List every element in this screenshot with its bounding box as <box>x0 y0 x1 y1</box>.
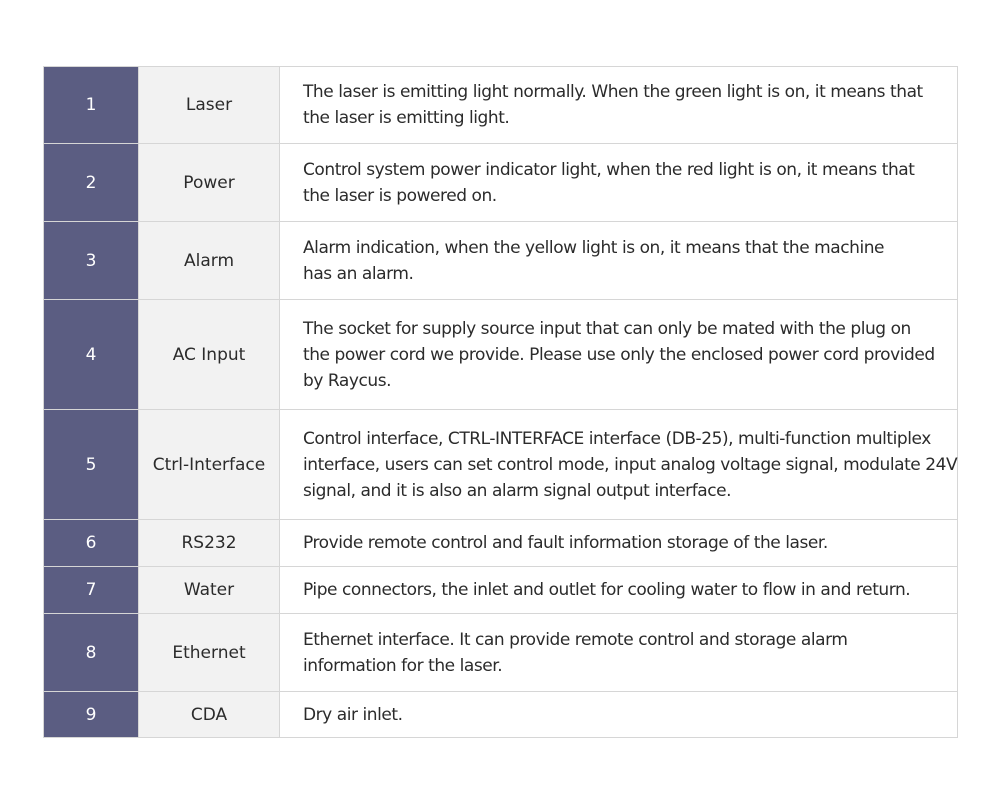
description-line: Alarm indication, when the yellow light is on, it means that the machine <box>303 237 885 258</box>
description-line: the laser is emitting light. <box>303 108 510 128</box>
description-line: Provide remote control and fault information storage of the laser. <box>303 533 828 553</box>
item-description <box>280 567 958 614</box>
table-row <box>44 614 958 692</box>
row-number: 4 <box>44 300 139 410</box>
item-name: Ctrl-Interface <box>139 410 280 520</box>
table-row <box>44 520 958 567</box>
item-name: CDA <box>139 692 280 738</box>
description-line: The socket for supply source input that can only be mated with the plug on <box>303 318 911 339</box>
item-name: Laser <box>139 67 280 144</box>
item-name: AC Input <box>139 300 280 410</box>
row-number: 1 <box>44 67 139 144</box>
description-line: information for the laser. <box>303 655 503 676</box>
item-name: Power <box>139 144 280 222</box>
table-row <box>44 300 958 410</box>
item-name: Ethernet <box>139 614 280 692</box>
item-description <box>280 410 958 520</box>
description-line: Control system power indicator light, when the red light is on, it means that <box>303 159 915 180</box>
table-row <box>44 144 958 222</box>
description-line: has an alarm. <box>303 263 414 284</box>
item-description <box>280 614 958 692</box>
item-name: RS232 <box>139 520 280 567</box>
item-description <box>280 144 958 222</box>
row-number: 3 <box>44 222 139 300</box>
item-description <box>280 67 958 144</box>
description-line: by Raycus. <box>303 370 392 391</box>
description-line: the power cord we provide. Please use only the enclosed power cord provided <box>303 344 935 365</box>
table-row <box>44 567 958 614</box>
item-description <box>280 222 958 300</box>
item-description <box>280 300 958 410</box>
description-line: Control interface, CTRL-INTERFACE interface (DB-25), multi-function multiplex <box>303 428 931 449</box>
row-number: 9 <box>44 692 139 738</box>
description-line: signal, and it is also an alarm signal output interface. <box>303 480 732 501</box>
row-number: 6 <box>44 520 139 567</box>
indicator-description-table <box>43 66 958 738</box>
item-description <box>280 520 958 567</box>
row-number: 7 <box>44 567 139 614</box>
row-number: 5 <box>44 410 139 520</box>
table-row <box>44 410 958 520</box>
description-line: interface, users can set control mode, input analog voltage signal, modulate 24V <box>303 454 958 475</box>
description-line: Dry air inlet. <box>303 704 403 725</box>
description-line: Pipe connectors, the inlet and outlet for cooling water to flow in and return. <box>303 580 911 600</box>
description-line: Ethernet interface. It can provide remote control and storage alarm <box>303 629 848 650</box>
table-row <box>44 222 958 300</box>
description-line: The laser is emitting light normally. When the green light is on, it means that <box>303 82 923 102</box>
description-line: the laser is powered on. <box>303 185 497 206</box>
item-description <box>280 692 958 738</box>
row-number: 8 <box>44 614 139 692</box>
item-name: Water <box>139 567 280 614</box>
table-row <box>44 692 958 738</box>
table-row <box>44 67 958 144</box>
item-name: Alarm <box>139 222 280 300</box>
row-number: 2 <box>44 144 139 222</box>
